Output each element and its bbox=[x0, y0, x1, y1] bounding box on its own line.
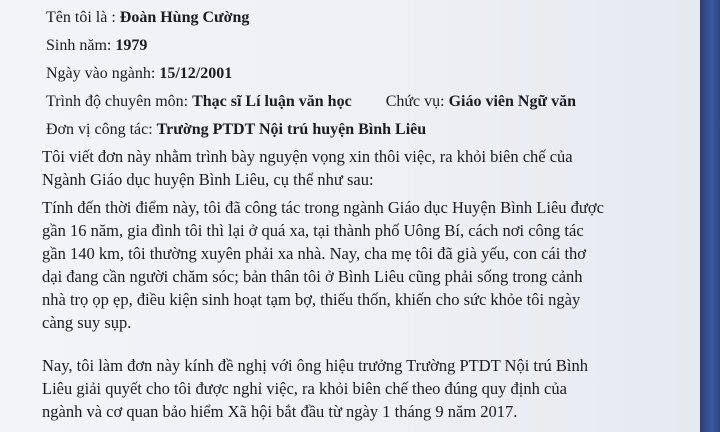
paragraph-line: gần 140 km, tôi thường xuyên phải xa nhà. Nay, cha mẹ tôi đã già yếu, con cái thơ bbox=[42, 244, 587, 263]
start-date-value: 15/12/2001 bbox=[159, 65, 233, 82]
degree-value: Thạc sĩ Lí luận văn học bbox=[192, 93, 352, 110]
birth-line bbox=[46, 36, 147, 56]
paragraph-line: ngành và cơ quan bảo hiểm Xã hội bắt đầu từ ngày 1 tháng 9 năm 2017. bbox=[42, 402, 518, 421]
unit-line bbox=[46, 120, 426, 140]
name-line bbox=[46, 8, 249, 28]
name-label: Tên tôi là : bbox=[46, 9, 116, 26]
start-date-label: Ngày vào ngành: bbox=[46, 65, 156, 82]
position-label: Chức vụ: bbox=[385, 93, 445, 110]
paragraph-line: Ngành Giáo dục huyện Bình Liêu, cụ thể như sau: bbox=[42, 170, 374, 189]
paragraph-line: Tôi viết đơn này nhằm trình bày nguyện vọng xin thôi việc, ra khỏi biên chế của bbox=[42, 147, 573, 166]
paragraph-line: Liêu giải quyết cho tôi được nghỉ việc, ra khỏi biên chế theo đúng quy định của bbox=[42, 379, 567, 398]
start-date-line bbox=[46, 64, 232, 84]
unit-value: Trường PTDT Nội trú huyện Bình Liêu bbox=[156, 121, 427, 138]
request-paragraph bbox=[42, 354, 654, 423]
name-value: Đoàn Hùng Cường bbox=[119, 9, 250, 26]
birth-label: Sinh năm: bbox=[46, 37, 112, 54]
paragraph-line: Nay, tôi làm đơn này kính đề nghị với ông hiệu trưởng Trường PTDT Nội trú Bình bbox=[42, 356, 588, 375]
paragraph-line: dại đang cần người chăm sóc; bản thân tôi ở Bình Liêu cũng phải sống trong cảnh bbox=[42, 267, 583, 286]
degree-line bbox=[46, 92, 576, 112]
paragraph-line: càng suy sụp. bbox=[42, 313, 132, 332]
paragraph-line: gần 16 năm, gia đình tôi thì lại ở quá xa, tại thành phố Uông Bí, cách nơi công tác bbox=[42, 221, 584, 240]
blue-background-edge bbox=[700, 0, 720, 432]
position-value: Giáo viên Ngữ văn bbox=[448, 93, 576, 110]
reason-paragraph bbox=[42, 196, 654, 334]
degree-label: Trình độ chuyên môn: bbox=[46, 93, 189, 110]
intro-paragraph bbox=[42, 145, 654, 191]
paragraph-line: nhà trọ ọp ẹp, điều kiện sinh hoạt tạm bợ, thiếu thốn, khiến cho sức khỏe tôi ngày bbox=[42, 290, 581, 309]
unit-label: Đơn vị công tác: bbox=[46, 121, 153, 138]
birth-value: 1979 bbox=[115, 37, 148, 54]
paragraph-line: Tính đến thời điểm này, tôi đã công tác trong ngành Giáo dục Huyện Bình Liêu được bbox=[42, 198, 604, 217]
